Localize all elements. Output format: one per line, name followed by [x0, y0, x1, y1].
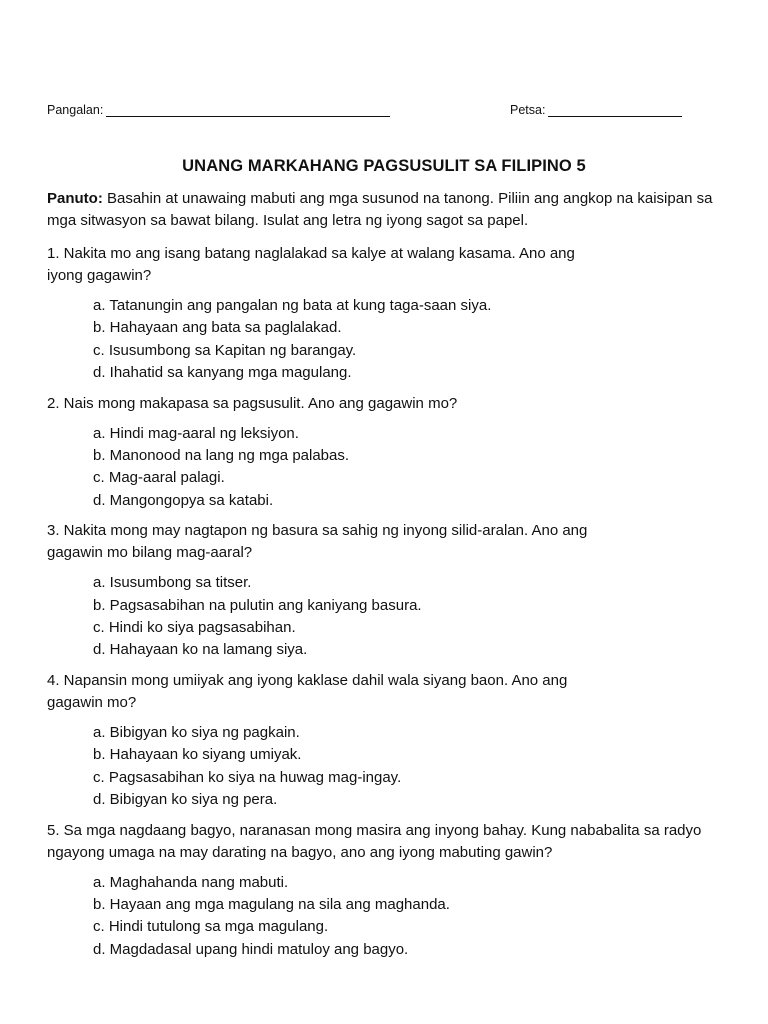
choice-c: c. Mag-aaral palagi. — [93, 469, 225, 487]
question-1 — [47, 243, 737, 385]
choice-c: c. Isusumbong sa Kapitan ng barangay. — [93, 341, 357, 359]
question-text: 3. Nakita mong may nagtapon ng basura sa sahig ng inyong silid-aralan. Ano ang gagawin mo bilang mag-aaral? — [47, 522, 588, 562]
choice-a: a. Isusumbong sa titser. — [93, 574, 252, 592]
choice-d: d. Mangongopya sa katabi. — [93, 491, 274, 509]
choice-a: a. Maghahanda nang mabuti. — [93, 873, 289, 891]
choice-list — [47, 423, 737, 513]
question-5 — [47, 820, 737, 962]
choice-d: d. Bibigyan ko siya ng pera. — [93, 791, 278, 809]
choice-list — [47, 722, 737, 812]
choice-d: d. Magdadasal upang hindi matuloy ang bagyo. — [93, 940, 409, 958]
header-fields — [47, 102, 727, 122]
instructions-label: Panuto: — [47, 190, 103, 207]
choice-d: d. Hahayaan ko na lamang siya. — [93, 641, 308, 659]
choice-a: a. Bibigyan ko siya ng pagkain. — [93, 723, 300, 741]
choice-b: b. Hahayaan ang bata sa paglalakad. — [93, 319, 342, 337]
page-title: UNANG MARKAHANG PAGSUSULIT SA FILIPINO 5 — [182, 157, 586, 175]
choice-b: b. Hahayaan ko siyang umiyak. — [93, 746, 302, 764]
question-3 — [47, 520, 737, 662]
question-text: 4. Napansin mong umiiyak ang iyong kaklase dahil wala siyang baon. Ano ang gagawin mo? — [47, 671, 568, 711]
instructions — [47, 188, 727, 232]
name-label: Pangalan: — [47, 103, 104, 117]
question-2 — [47, 393, 737, 513]
choice-b: b. Manonood na lang ng mga palabas. — [93, 447, 350, 465]
choice-c: c. Pagsasabihan ko siya na huwag mag-ingay. — [93, 768, 402, 786]
choice-a: a. Hindi mag-aaral ng leksiyon. — [93, 424, 299, 442]
choice-list — [47, 872, 737, 962]
choice-d: d. Ihahatid sa kanyang mga magulang. — [93, 364, 352, 382]
question-4 — [47, 670, 737, 812]
choice-list — [47, 572, 737, 662]
date-blank-line — [548, 102, 682, 117]
choice-a: a. Tatanungin ang pangalan ng bata at kung taga-saan siya. — [93, 297, 492, 314]
choice-list — [47, 295, 737, 385]
date-field — [510, 102, 682, 117]
choice-b: b. Hayaan ang mga magulang na sila ang maghanda. — [93, 895, 450, 913]
question-list — [47, 243, 737, 969]
name-blank-line — [106, 102, 390, 117]
date-label: Petsa: — [510, 103, 546, 117]
choice-b: b. Pagsasabihan na pulutin ang kaniyang basura. — [93, 596, 422, 614]
choice-c: c. Hindi tutulong sa mga magulang. — [93, 918, 329, 936]
question-text: 5. Sa mga nagdaang bagyo, naranasan mong masira ang inyong bahay. Kung nababalita sa radyo ngayong umaga na may darating na bagyo, ano ang iyong mabuting gawin? — [47, 821, 702, 861]
instructions-text: Basahin at unawaing mabuti ang mga susunod na tanong. Piliin ang angkop na kaisipan sa mga sitwasyon sa bawat bilang. Isulat ang letra ng iyong sagot sa papel. — [47, 190, 713, 229]
name-field — [47, 102, 390, 117]
choice-c: c. Hindi ko siya pagsasabihan. — [93, 619, 296, 637]
question-text: 1. Nakita mo ang isang batang naglalakad sa kalye at walang kasama. Ano ang iyong gagawin? — [47, 245, 575, 284]
question-text: 2. Nais mong makapasa sa pagsusulit. Ano ang gagawin mo? — [47, 394, 458, 412]
